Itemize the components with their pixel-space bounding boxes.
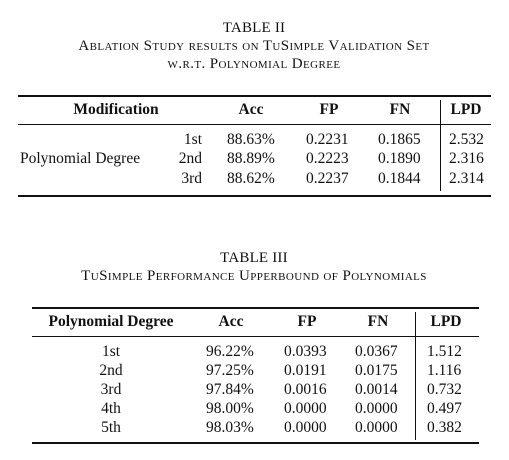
table-iii-cell-lpd: 1.512: [427, 343, 462, 360]
table-ii-cell-degree: 1st: [183, 131, 202, 148]
table-iii-cell-degree: 1st: [101, 343, 121, 360]
table-ii-cell-acc: 88.62%: [227, 170, 275, 187]
table-iii-cell-degree: 5th: [101, 419, 121, 436]
table-iii-cell-degree: 4th: [101, 400, 121, 417]
table-iii-cell-acc: 97.84%: [206, 381, 254, 398]
table-ii-cell-degree: 2nd: [178, 150, 202, 167]
table-ii-label: TABLE II: [222, 20, 286, 36]
table-iii-cell-fn: 0.0014: [355, 381, 398, 398]
table-iii-header-acc: Acc: [218, 313, 244, 330]
table-iii-cell-fn: 0.0367: [355, 343, 398, 360]
table-iii-cell-acc: 98.03%: [206, 419, 254, 436]
table-ii-caption-line2: w.r.t. Polynomial Degree: [167, 56, 341, 72]
table-iii-cell-degree: 2nd: [99, 362, 123, 379]
table-ii-cell-lpd: 2.532: [449, 131, 484, 148]
table-iii-cell-fp: 0.0000: [284, 400, 327, 417]
table-iii-cell-fp: 0.0191: [284, 362, 327, 379]
table-ii-lpd-divider: [440, 100, 441, 191]
table-ii-group-label: Polynomial Degree: [20, 150, 141, 167]
table-ii-top-rule: [18, 95, 491, 97]
table-iii-cell-acc: 98.00%: [206, 400, 254, 417]
table-iii-header-fp: FP: [297, 313, 317, 330]
table-ii-header-fn: FN: [389, 101, 411, 118]
table-iii-cell-acc: 96.22%: [206, 343, 254, 360]
table-ii-cell-fn: 0.1890: [378, 150, 421, 167]
table-iii-cell-fp: 0.0000: [284, 419, 327, 436]
table-ii-cell-acc: 88.89%: [227, 150, 275, 167]
table-iii-top-rule: [32, 307, 479, 309]
table-iii-cell-fn: 0.0000: [355, 400, 398, 417]
table-ii-cell-lpd: 2.314: [449, 170, 484, 187]
table-iii-bottom-rule: [32, 442, 479, 444]
table-iii-caption: TuSimple Performance Upperbound of Polynomials: [81, 268, 427, 284]
table-iii-cell-acc: 97.25%: [206, 362, 254, 379]
table-iii-cell-fn: 0.0000: [355, 419, 398, 436]
table-ii-header-acc: Acc: [238, 101, 264, 118]
table-iii-header-lpd: LPD: [430, 313, 462, 330]
table-ii-cell-fn: 0.1865: [378, 131, 421, 148]
table-iii-cell-lpd: 0.497: [427, 400, 462, 417]
table-ii-cell-fn: 0.1844: [378, 170, 421, 187]
table-ii-header-lpd: LPD: [450, 101, 482, 118]
table-iii-cell-lpd: 0.382: [427, 419, 462, 436]
table-iii-cell-lpd: 0.732: [427, 381, 462, 398]
table-ii-mid-rule: [18, 124, 491, 125]
table-ii-bottom-rule: [18, 195, 491, 197]
table-ii-header-modification: Modification: [73, 101, 159, 118]
table-iii-cell-fp: 0.0016: [284, 381, 327, 398]
table-iii-cell-degree: 3rd: [100, 381, 122, 398]
table-iii-mid-rule: [32, 336, 479, 337]
table-iii-header-degree: Polynomial Degree: [48, 313, 174, 330]
table-iii-cell-fp: 0.0393: [284, 343, 327, 360]
table-ii-cell-degree: 3rd: [181, 170, 202, 187]
table-iii-cell-lpd: 1.116: [427, 362, 462, 379]
table-iii-lpd-divider: [415, 312, 416, 440]
table-iii-cell-fn: 0.0175: [355, 362, 398, 379]
table-ii-cell-acc: 88.63%: [227, 131, 275, 148]
table-ii-cell-fp: 0.2231: [306, 131, 349, 148]
table-ii-cell-lpd: 2.316: [449, 150, 484, 167]
table-ii-header-fp: FP: [319, 101, 339, 118]
table-ii-cell-fp: 0.2237: [306, 170, 349, 187]
table-ii-cell-fp: 0.2223: [306, 150, 349, 167]
table-iii-label: TABLE III: [220, 250, 288, 266]
table-iii-header-fn: FN: [367, 313, 389, 330]
table-ii-caption-line1: Ablation Study results on TuSimple Validation Set: [78, 38, 430, 54]
